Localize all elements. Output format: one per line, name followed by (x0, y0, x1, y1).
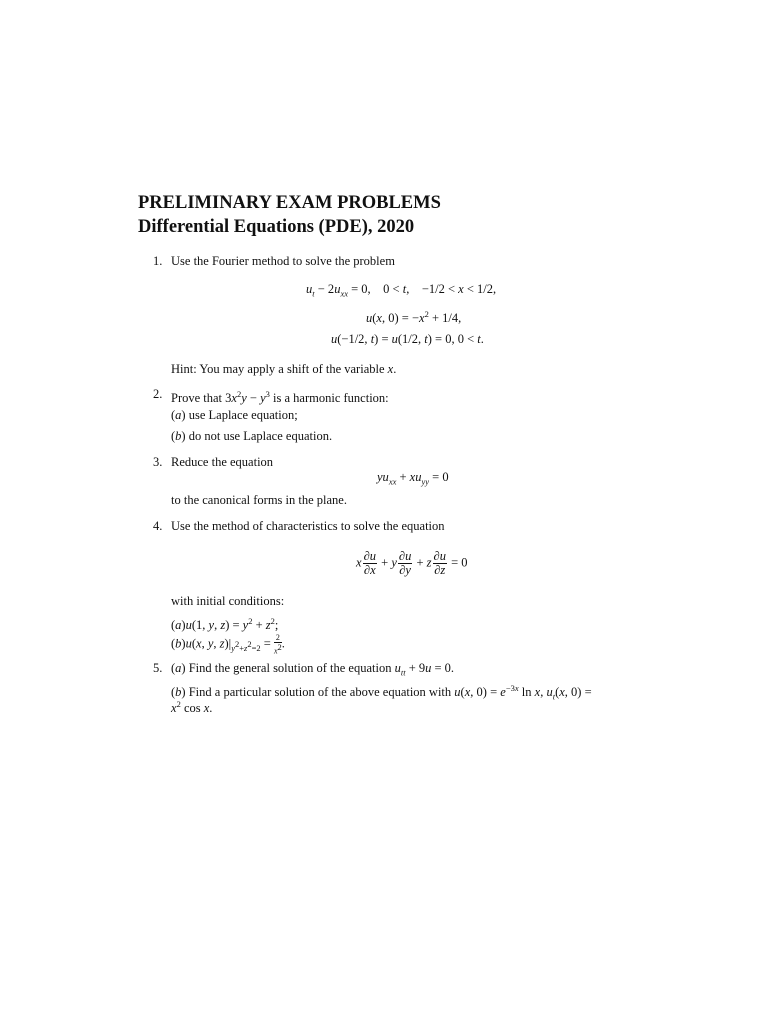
part-b-continued: $x^2$ cos x. (171, 699, 213, 716)
problem-text-after: to the canonical forms in the plane. (171, 493, 347, 507)
problem-text: Reduce the equation (171, 455, 274, 469)
problem-number: 2. (153, 387, 163, 401)
problem-number: 5. (153, 661, 163, 675)
problem-number: 4. (153, 519, 163, 533)
equation-pde: $u_t - 2u_{xx} = 0$, 0 < t, −1/2 < x < 1/2, (306, 282, 497, 299)
equation-characteristics: x $\frac{\partial u}{\partial x}$ + y $\frac{\partial u}{\partial y}$ + z $\frac{\partial u}{\partial z}$ = 0 (356, 549, 468, 577)
equation-initial: u(x, $0) = -x^2 + 1/4$, (366, 309, 462, 326)
title-line-1: PRELIMINARY EXAM PROBLEMS (138, 193, 441, 213)
problem-text: Use the method of characteristics to solve the equation (171, 519, 445, 533)
title-line-2: Differential Equations (PDE), 2020 (138, 217, 415, 237)
condition-a: (a)u(1, y, $z) = y^2 + z^2$; (171, 616, 279, 633)
part-b: (b) Find a particular solution of the above equation with u(x, $0) = e^{-3x}$ ln x, $u_t(x$, 0) = (171, 683, 592, 702)
condition-b: (b)u(x, y, $z)|_{y^2+z^2=2}$ = $\frac{2}{x^2}$ . (171, 633, 285, 656)
document-title (138, 191, 441, 239)
initial-conditions-label: with initial conditions: (171, 594, 285, 608)
problem-number: 1. (153, 254, 163, 268)
hint-text: Hint: You may apply a shift of the variable x. (171, 362, 397, 376)
equation-boundary: u(−1/2, t) = u(1/2, t) = 0, 0 < t. (331, 332, 484, 346)
part-b: (b) do not use Laplace equation. (171, 429, 333, 443)
problem-text: Prove that $3x^2y - y^3$ is a harmonic function: (171, 389, 389, 406)
problem-number: 3. (153, 455, 163, 469)
problem-text: Use the Fourier method to solve the problem (171, 254, 395, 268)
part-a: (a) Find the general solution of the equation $u_{tt} + 9u = 0$. (171, 661, 455, 678)
equation-tricomi: $yu_{xx} + xu_{yy} = 0$ (377, 470, 449, 487)
part-a: (a) use Laplace equation; (171, 408, 298, 422)
